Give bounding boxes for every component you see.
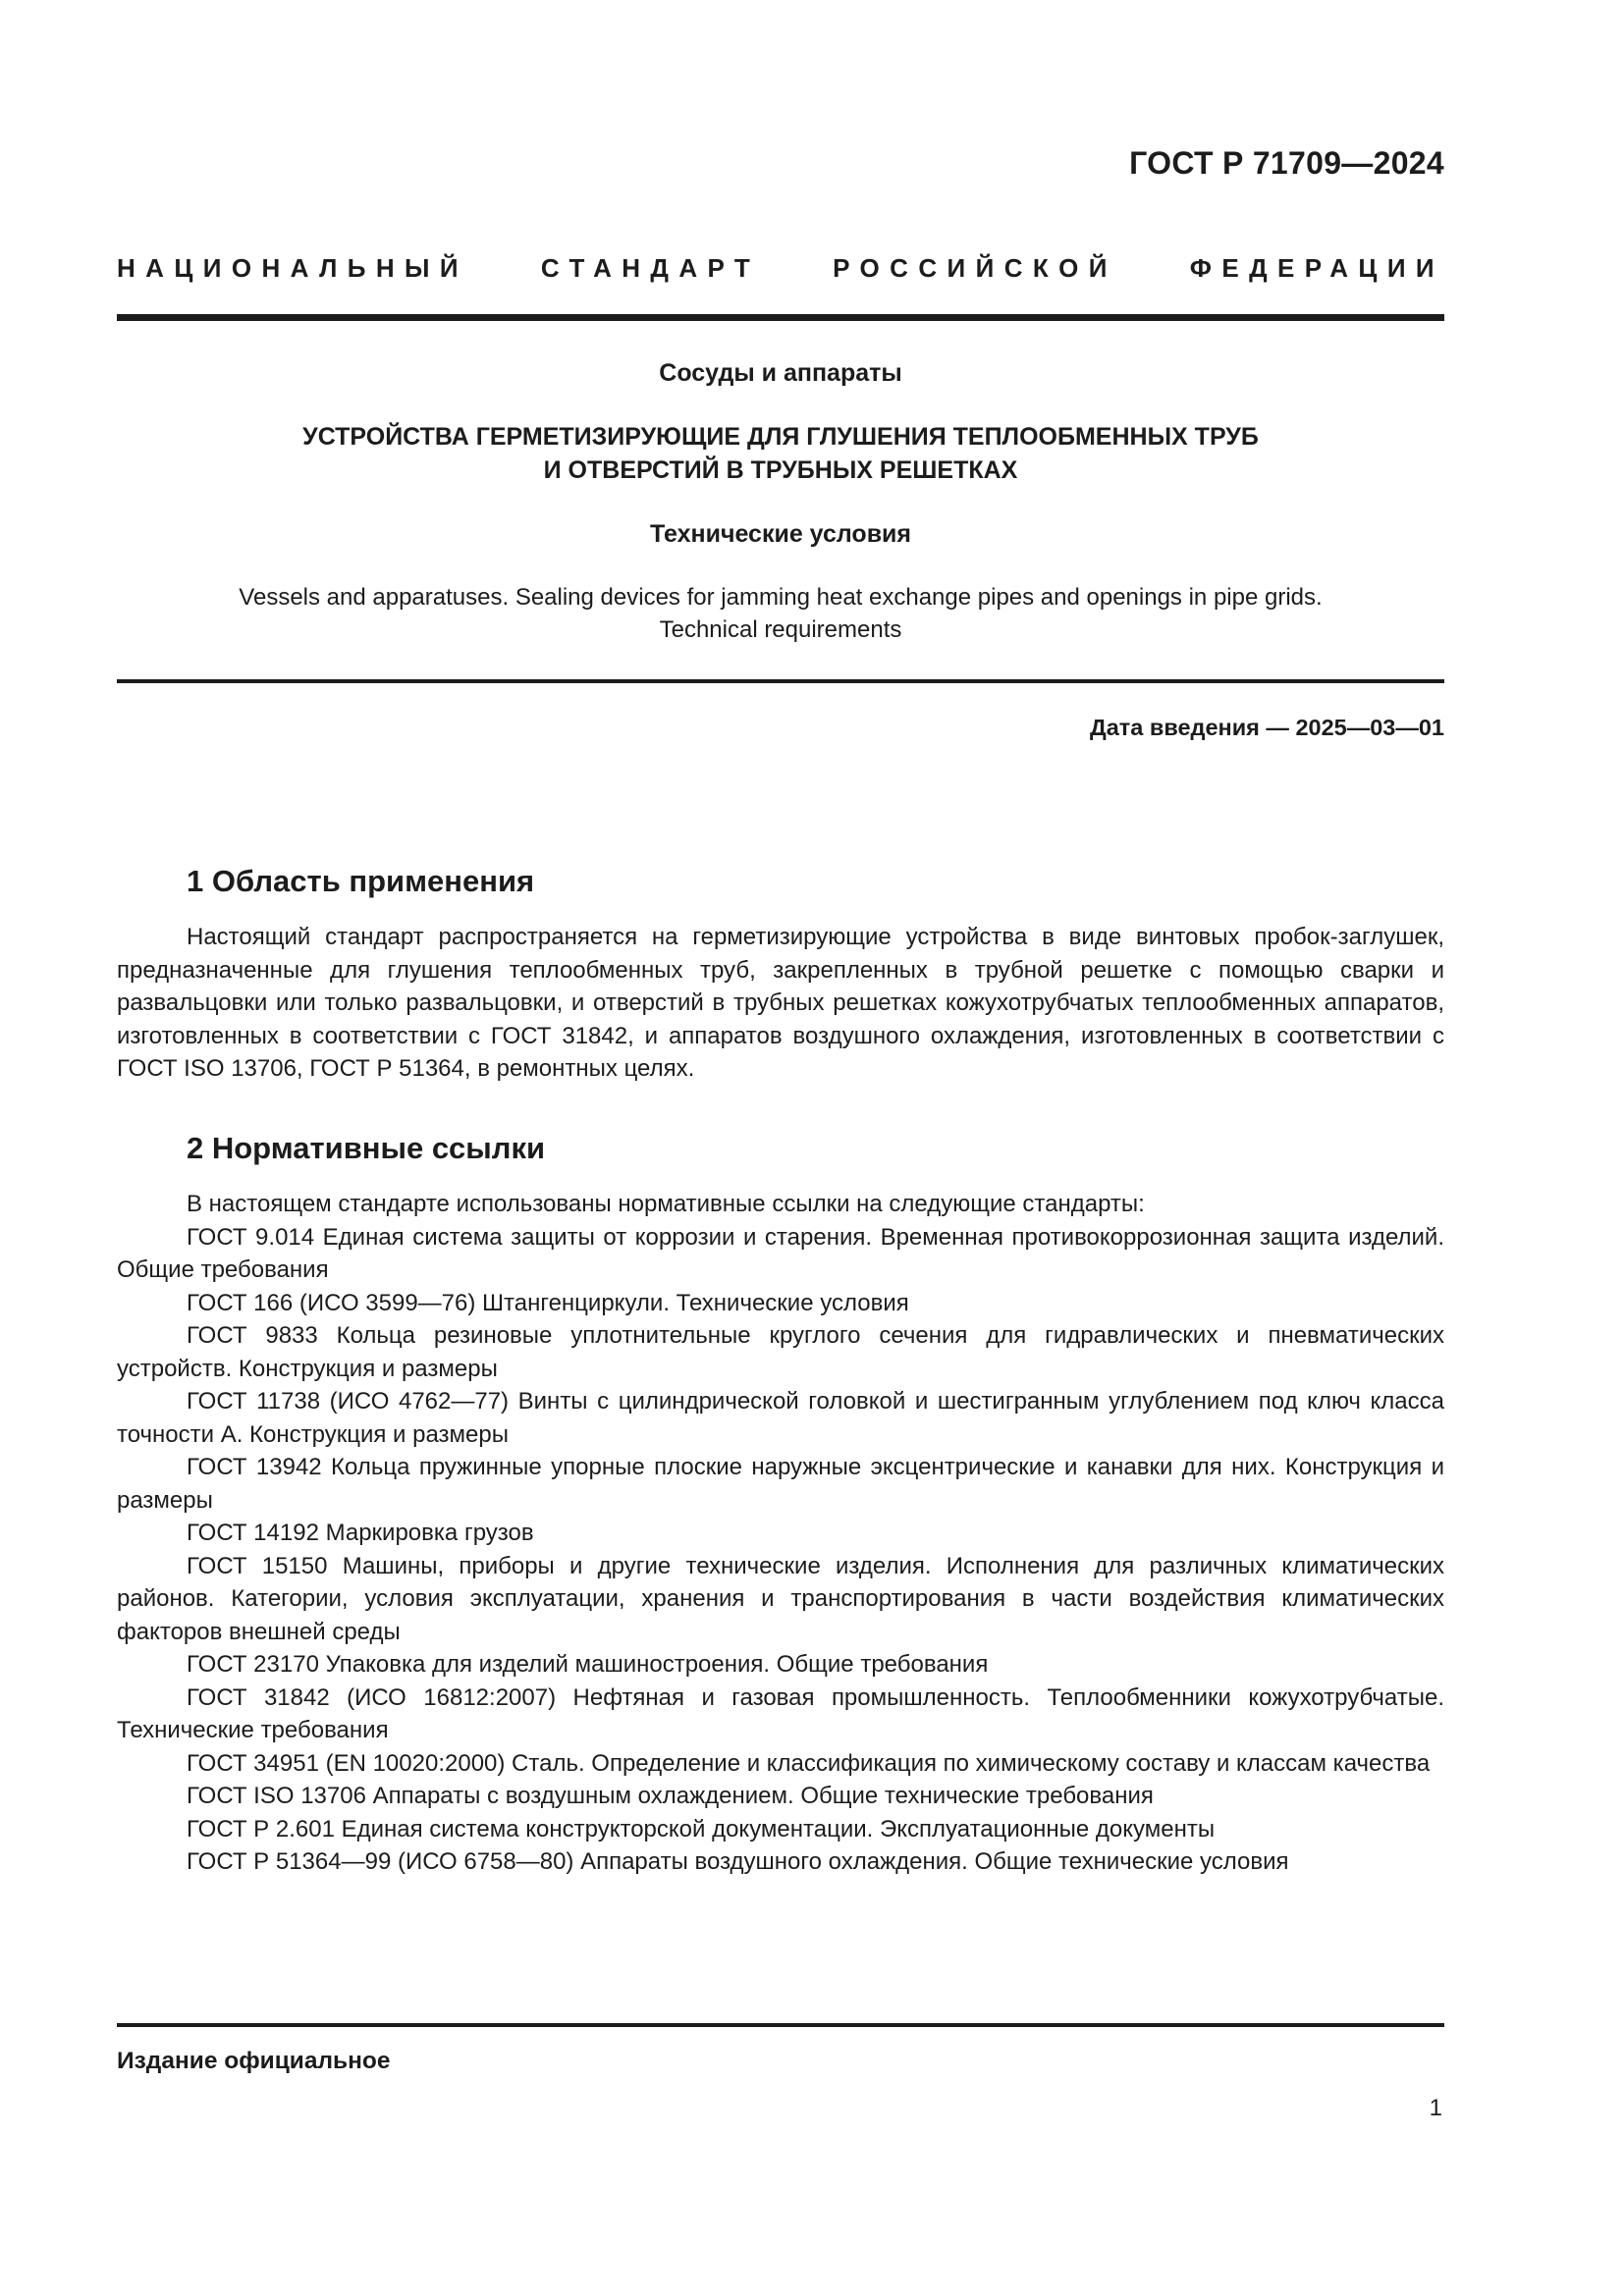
effective-date: Дата введения — 2025—03—01	[1089, 715, 1444, 740]
document-subtitle: Технические условия	[649, 520, 912, 548]
reference-item: ГОСТ 166 (ИСО 3599—76) Штангенциркули. Технические условия	[187, 1289, 909, 1316]
document-number: ГОСТ Р 71709—2024	[1129, 145, 1444, 181]
reference-item: ГОСТ ISO 13706 Аппараты с воздушным охлаждением. Общие технические требования	[187, 1783, 1154, 1809]
reference-item: ГОСТ Р 2.601 Единая система конструкторской документации. Эксплуатационные документы	[187, 1815, 1216, 1842]
top-thick-rule	[117, 314, 1444, 321]
english-title	[117, 581, 1444, 646]
page-number: 1	[1429, 2095, 1442, 2121]
title-bottom-rule	[117, 679, 1444, 683]
reference-item: ГОСТ 11738 (ИСО 4762—77) Винты с цилиндрической головкой и шестигранным углублением под ключ класса точности А. Конструкция и размеры	[117, 1388, 1444, 1448]
english-title-line-2: Technical requirements	[659, 616, 902, 643]
reference-item: ГОСТ 31842 (ИСО 16812:2007) Нефтяная и газовая промышленность. Теплообменники кожухотрубчатые. Технические требования	[117, 1683, 1444, 1743]
official-edition-label: Издание официальное	[117, 2048, 391, 2074]
section-normative-references	[117, 1131, 1444, 1879]
section-1-heading: 1 Область применения	[187, 864, 535, 898]
title-line-2: И ОТВЕРСТИЙ В ТРУБНЫХ РЕШЕТКАХ	[543, 456, 1018, 484]
footer-rule	[117, 2023, 1444, 2027]
title-line-1: УСТРОЙСТВА ГЕРМЕТИЗИРУЮЩИЕ ДЛЯ ГЛУШЕНИЯ ТЕПЛООБМЕННЫХ ТРУБ	[302, 423, 1259, 451]
section-scope	[117, 864, 1444, 1086]
reference-item: ГОСТ 14192 Маркировка грузов	[187, 1520, 534, 1546]
section-2-heading: 2 Нормативные ссылки	[187, 1131, 546, 1165]
reference-item: ГОСТ 9.014 Единая система защиты от коррозии и старения. Временная противокоррозионная защита изделий. Общие требования	[117, 1223, 1444, 1283]
reference-item: ГОСТ 23170 Упаковка для изделий машиностроения. Общие требования	[187, 1651, 989, 1678]
reference-item: ГОСТ 15150 Машины, приборы и другие технические изделия. Исполнения для различных климатических районов. Категории, условия эксплуатации, хранения и транспортирования в части воздействия климатических факторов внешней среды	[117, 1552, 1444, 1645]
standard-banner: НАЦИОНАЛЬНЫЙ СТАНДАРТ РОССИЙСКОЙ ФЕДЕРАЦИИ	[117, 253, 1444, 283]
english-title-line-1: Vessels and apparatuses. Sealing devices for jamming heat exchange pipes and openings in pipe grids.	[239, 584, 1323, 611]
reference-item: ГОСТ Р 51364—99 (ИСО 6758—80) Аппараты воздушного охлаждения. Общие технические условия	[187, 1848, 1289, 1875]
section-1-paragraph: Настоящий стандарт распространяется на герметизирующие устройства в виде винтовых пробок-заглушек, предназначенные для глушения теплообменных труб, закрепленных в трубной решетке с помощью сварки и развальцовки или только развальцовки, и отверстий в трубных решетках кожухотрубчатых теплообменных аппаратов, изготовленных в соответствии с ГОСТ 31842, и аппаратов воздушного охлаждения, изготовленных в соответствии с ГОСТ ISO 13706, ГОСТ Р 51364, в ремонтных целях.	[117, 924, 1444, 1082]
subject-heading: Сосуды и аппараты	[659, 359, 902, 387]
reference-item: ГОСТ 13942 Кольца пружинные упорные плоские наружные эксцентрические и канавки для них. Конструкция и размеры	[117, 1454, 1444, 1514]
reference-item: ГОСТ 9833 Кольца резиновые уплотнительные круглого сечения для гидравлических и пневматических устройств. Конструкция и размеры	[117, 1322, 1444, 1382]
references-intro: В настоящем стандарте использованы нормативные ссылки на следующие стандарты:	[187, 1191, 1145, 1217]
references-list	[117, 1221, 1444, 1879]
document-title	[117, 420, 1444, 487]
reference-item: ГОСТ 34951 (EN 10020:2000) Сталь. Определение и классификация по химическому составу и классам качества	[187, 1749, 1431, 1777]
